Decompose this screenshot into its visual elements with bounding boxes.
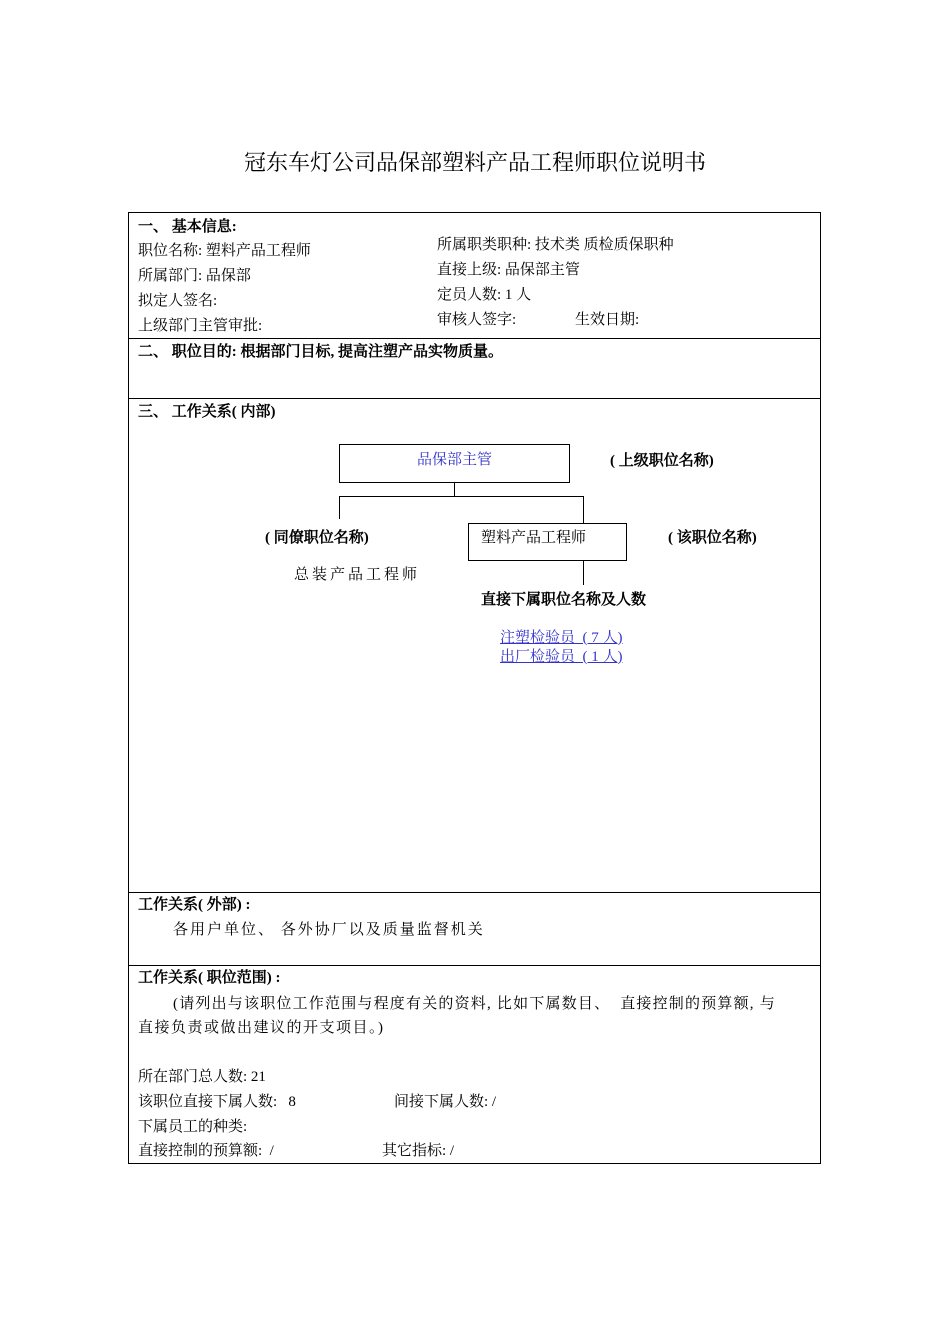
department: 所属部门: 品保部 xyxy=(138,268,251,284)
reviewer-signature: 审核人签字: xyxy=(437,312,517,328)
org-connector xyxy=(339,496,340,519)
superior-approval: 上级部门主管审批: xyxy=(138,318,263,334)
internal-relations-heading: 三、 工作关系( 内部) xyxy=(138,404,276,420)
org-connector xyxy=(583,496,584,523)
divider xyxy=(129,965,820,966)
basic-info-heading: 一、 基本信息: xyxy=(138,219,237,235)
position-name: 职位名称: 塑料产品工程师 xyxy=(138,243,311,259)
headcount: 定员人数: 1 人 xyxy=(437,287,532,303)
position-purpose: 二、 职位目的: 根据部门目标, 提高注塑产品实物质量。 xyxy=(138,344,503,360)
divider xyxy=(129,338,820,339)
org-connector xyxy=(583,561,584,585)
superior-position-box xyxy=(339,444,570,483)
superior-position-name: 品保部主管 xyxy=(416,452,492,468)
subordinate-types: 下属员工的种类: xyxy=(138,1119,248,1135)
peer-position-name: 总装产品工程师 xyxy=(294,567,421,583)
divider xyxy=(129,398,820,399)
document-title: 冠东车灯公司品保部塑料产品工程师职位说明书 xyxy=(243,151,706,176)
superior-position-label: ( 上级职位名称) xyxy=(610,453,714,469)
peer-position-label: ( 同僚职位名称) xyxy=(265,530,369,546)
self-position-box xyxy=(468,523,627,561)
scope-note: (请列出与该职位工作范围与程度有关的资料, 比如下属数目、 直接控制的预算额, 与 xyxy=(173,996,776,1012)
subordinate-item[interactable]: 注塑检验员 ( 7 人) xyxy=(500,630,623,646)
scope-note: 直接负责或做出建议的开支项目。) xyxy=(138,1020,385,1036)
divider xyxy=(129,892,820,893)
self-position-name: 塑料产品工程师 xyxy=(481,530,587,546)
department-total: 所在部门总人数: 21 xyxy=(138,1069,266,1085)
job-description-table xyxy=(128,212,821,1164)
subordinate-item[interactable]: 出厂检验员 ( 1 人) xyxy=(500,649,623,665)
effective-date: 生效日期: xyxy=(575,312,640,328)
direct-subordinates-count: 该职位直接下属人数: 8 xyxy=(138,1094,296,1110)
external-relations-heading: 工作关系( 外部) : xyxy=(138,897,251,913)
job-category: 所属职类职种: 技术类 质检质保职种 xyxy=(437,237,674,253)
org-connector xyxy=(454,483,455,496)
self-position-label: ( 该职位名称) xyxy=(668,530,757,546)
direct-budget: 直接控制的预算额: / xyxy=(138,1143,274,1159)
external-relations-text: 各用户单位、 各外协厂以及质量监督机关 xyxy=(173,922,485,938)
scope-heading: 工作关系( 职位范围) : xyxy=(138,970,281,986)
direct-superior: 直接上级: 品保部主管 xyxy=(437,262,580,278)
drafter-signature: 拟定人签名: xyxy=(138,293,218,309)
indirect-subordinates-count: 间接下属人数: / xyxy=(394,1094,497,1110)
other-indicators: 其它指标: / xyxy=(382,1143,455,1159)
org-connector xyxy=(339,496,583,497)
subordinates-heading: 直接下属职位名称及人数 xyxy=(481,592,647,608)
